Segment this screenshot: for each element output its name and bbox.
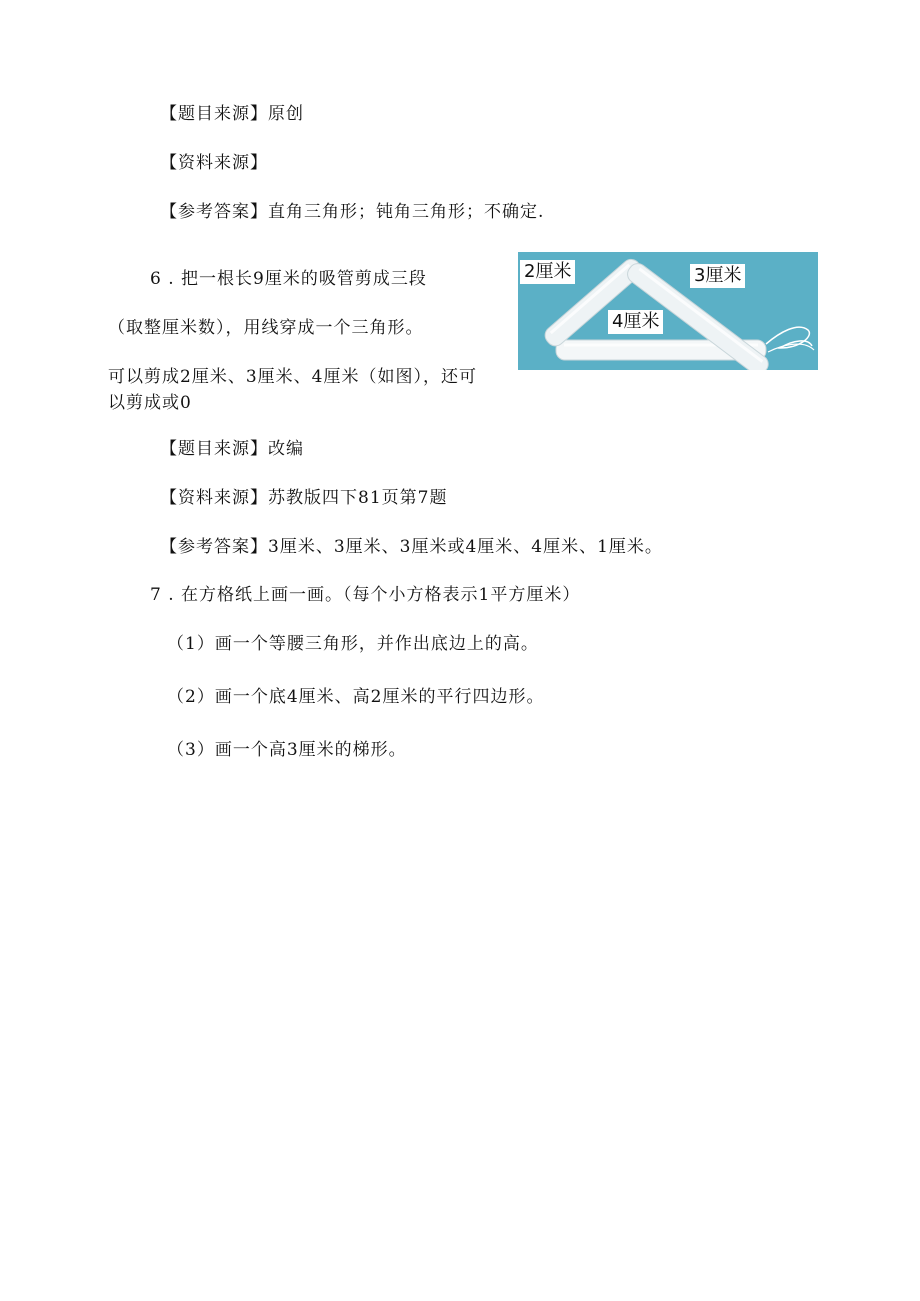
question-7-item-1: （1）画一个等腰三角形，并作出底边上的高。 (167, 634, 539, 654)
straw-triangle-photo (518, 252, 818, 370)
question-source-2: 【题目来源】改编 (160, 439, 304, 459)
question-7-item-3: （3）画一个高3厘米的梯形。 (167, 740, 407, 760)
reference-answer-1: 【参考答案】直角三角形；钝角三角形；不确定. (160, 202, 545, 222)
label-4cm: 4厘米 (608, 310, 663, 334)
question-6-line-2: （取整厘米数），用线穿成一个三角形。 (108, 318, 424, 338)
question-6-line-4: 以剪成或0 (108, 393, 192, 413)
question-7: 7 . 在方格纸上画一画。（每个小方格表示1平方厘米） (150, 585, 581, 605)
label-2cm: 2厘米 (520, 260, 575, 284)
material-source-2: 【资料来源】苏教版四下81页第7题 (160, 488, 448, 508)
reference-answer-2: 【参考答案】3厘米、3厘米、3厘米或4厘米、4厘米、1厘米。 (160, 537, 663, 557)
question-source-1: 【题目来源】原创 (160, 104, 304, 124)
question-6-line-1: 6 . 把一根长9厘米的吸管剪成三段 (150, 269, 427, 289)
material-source-1: 【资料来源】 (160, 153, 268, 173)
question-6-line-3: 可以剪成2厘米、3厘米、4厘米（如图），还可 (108, 367, 477, 387)
label-3cm: 3厘米 (690, 264, 745, 288)
question-7-item-2: （2）画一个底4厘米、高2厘米的平行四边形。 (167, 687, 545, 707)
